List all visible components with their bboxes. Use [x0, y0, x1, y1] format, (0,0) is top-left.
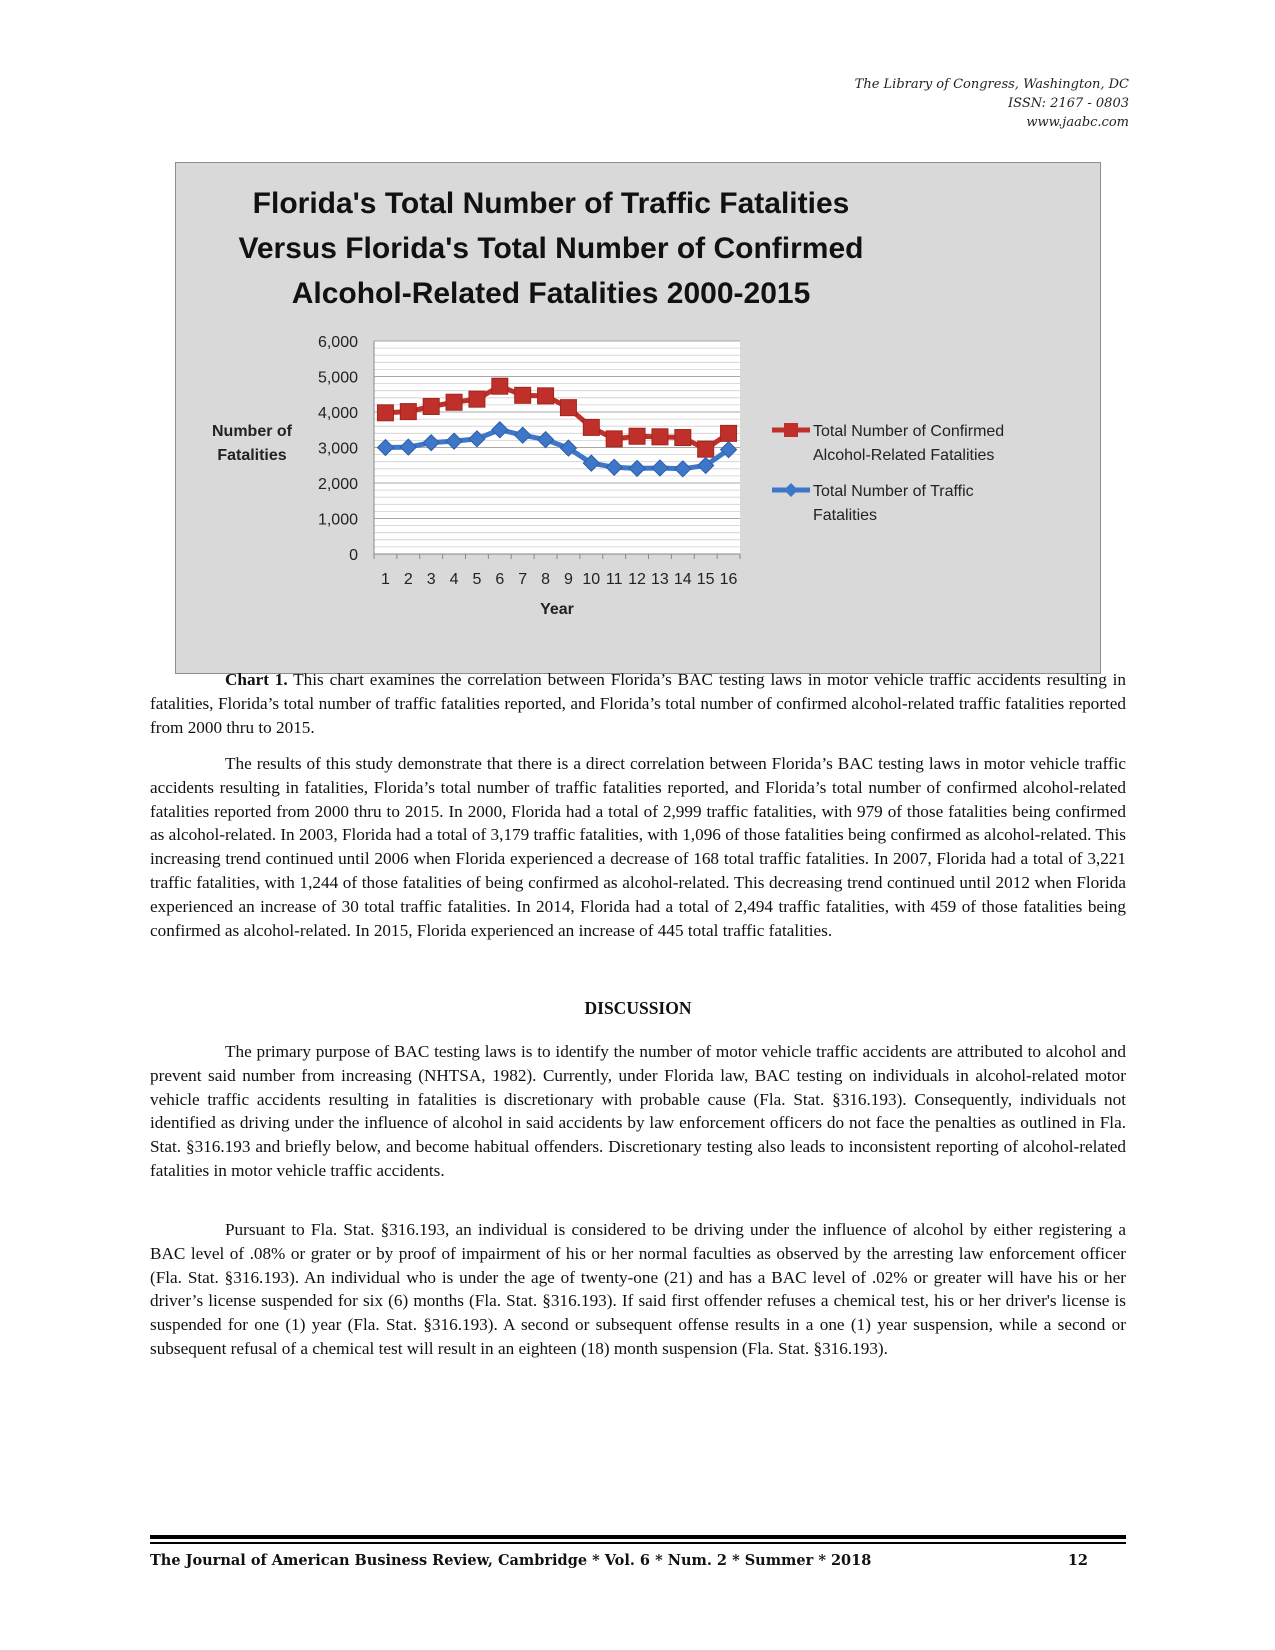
data-point-alcohol [721, 425, 737, 441]
data-point-alcohol [492, 378, 508, 394]
data-point-alcohol [538, 388, 554, 404]
chart-container [175, 162, 1101, 674]
data-point-alcohol [698, 441, 714, 457]
header-line-3: www.jaabc.com [1026, 115, 1129, 130]
data-point-alcohol [675, 430, 691, 446]
data-point-alcohol [400, 404, 416, 420]
x-axis-title: Year [540, 601, 574, 618]
data-point-alcohol [629, 428, 645, 444]
data-point-alcohol [423, 398, 439, 414]
header-line-2: ISSN: 2167 - 0803 [1008, 96, 1129, 111]
y-axis-title: Fatalities [217, 447, 287, 464]
data-point-alcohol [583, 419, 599, 435]
x-tick-label: 9 [563, 571, 573, 588]
x-tick-label: 14 [673, 571, 692, 588]
x-tick-label: 11 [605, 571, 623, 588]
journal-header [855, 75, 1129, 132]
y-tick-label: 0 [349, 547, 358, 564]
footer-text: The Journal of American Business Review, Cambridge * Vol. 6 * Num. 2 * Summer * 2018 [150, 1552, 872, 1569]
legend-label: Alcohol-Related Fatalities [813, 447, 995, 464]
legend-label: Fatalities [813, 507, 878, 524]
data-point-alcohol [377, 405, 393, 421]
y-axis-title: Number of [212, 423, 292, 440]
discussion-paragraph-2: Pursuant to Fla. Stat. §316.193, an individual is considered to be driving under the influence of alcohol by either registering a BAC level of .08% or grater or by proof of impairment of his or her normal faculties as observed by the arresting law enforcement officer (Fla. Stat. §316.193). An individual who is under the age of twenty-one (21) and has a BAC level of .02% or greater will have his or her driver’s license suspended for six (6) months (Fla. Stat. §316.193). If said first offender refuses a chemical test, his or her driver's license is suspended for one (1) year (Fla. Stat. §316.193). A second or subsequent offense results in a one (1) year suspension, while a second or subsequent refusal of a chemical test will result in an eighteen (18) month suspension (Fla. Stat. §316.193). [150, 1220, 1126, 1358]
caption-label: Chart 1. [225, 670, 288, 689]
page-number: 12 [1067, 1552, 1088, 1569]
chart-title-line-3: Alcohol-Related Fatalities 2000-2015 [291, 277, 811, 310]
y-tick-label: 2,000 [317, 476, 358, 493]
y-tick-label: 6,000 [317, 334, 358, 351]
chart-title-line-1: Florida's Total Number of Traffic Fatalities [252, 187, 850, 220]
line-chart [176, 163, 1102, 675]
chart-title-line-2: Versus Florida's Total Number of Confirmed [238, 232, 864, 265]
data-point-alcohol [446, 394, 462, 410]
data-point-alcohol [606, 431, 622, 447]
y-tick-label: 3,000 [317, 440, 358, 458]
x-tick-label: 7 [518, 571, 528, 588]
discussion-heading: DISCUSSION [584, 998, 692, 1018]
legend-marker-diamond [784, 483, 798, 497]
x-tick-label: 12 [628, 571, 646, 588]
x-tick-label: 2 [403, 571, 413, 588]
header-line-1: The Library of Congress, Washington, DC [854, 77, 1129, 92]
discussion-paragraph-1: The primary purpose of BAC testing laws is to identify the number of motor vehicle traffic accidents are attributed to alcohol and prevent said number from increasing (NHTSA, 1982). Currently, under Florida law, BAC testing on individuals in alcohol-related motor vehicle traffic accidents resulting in fatalities is discretionary with probable cause (Fla. Stat. §316.193). Consequently, individuals not identified as driving under the influence of alcohol in said accidents by law enforcement officers do not face the penalties as outlined in Fla. Stat. §316.193 and briefly below, and become habitual offenders. Discretionary testing also leads to inconsistent reporting of alcohol-related fatalities in motor vehicle traffic accidents. [150, 1042, 1126, 1180]
x-tick-label: 10 [582, 571, 601, 588]
journal-footer [150, 1552, 1126, 1569]
x-tick-label: 6 [495, 571, 505, 588]
x-tick-label: 5 [472, 571, 482, 588]
x-tick-label: 15 [696, 571, 715, 588]
x-tick-label: 16 [719, 571, 738, 588]
data-point-alcohol [469, 391, 485, 407]
legend-label: Total Number of Traffic [813, 483, 974, 500]
legend-label: Total Number of Confirmed [813, 423, 1005, 440]
x-tick-label: 1 [380, 571, 390, 588]
x-tick-label: 4 [449, 571, 459, 588]
x-tick-label: 3 [426, 571, 436, 588]
footer-rule-thin [150, 1542, 1126, 1544]
y-tick-label: 4,000 [317, 405, 358, 422]
results-paragraph: The results of this study demonstrate that there is a direct correlation between Florida’s BAC testing laws in motor vehicle traffic accidents resulting in fatalities, Florida’s total number of traffic fatalities reported, and Florida’s total number of confirmed alcohol-related fatalities reported from 2000 thru to 2015. In 2000, Florida had a total of 2,999 traffic fatalities, with 979 of those fatalities being confirmed as alcohol-related. In 2003, Florida had a total of 3,179 traffic fatalities, with 1,096 of those fatalities being confirmed as alcohol-related. This increasing trend continued until 2006 when Florida experienced a decrease of 168 total traffic fatalities. In 2007, Florida had a total of 3,221 traffic fatalities, with 1,244 of those fatalities of being confirmed as alcohol-related. This decreasing trend continued until 2012 when Florida experienced an increase of 30 total traffic fatalities. In 2014, Florida had a total of 2,494 traffic fatalities, with 459 of those fatalities being confirmed as alcohol-related. In 2015, Florida experienced an increase of 445 total traffic fatalities. [150, 754, 1126, 940]
caption-text: This chart examines the correlation between Florida’s BAC testing laws in motor vehicle traffic accidents resulting in fatalities, Florida’s total number of traffic fatalities reported, and Florida’s total number of confirmed alcohol-related traffic fatalities reported from 2000 thru to 2015. [150, 670, 1126, 737]
y-tick-label: 5,000 [317, 369, 358, 387]
x-tick-label: 13 [651, 571, 669, 588]
x-tick-label: 8 [541, 571, 551, 588]
data-point-alcohol [560, 400, 576, 416]
y-tick-label: 1,000 [317, 511, 358, 529]
footer-rule-thick [150, 1535, 1126, 1539]
data-point-alcohol [652, 429, 668, 445]
legend-marker-square [784, 423, 798, 437]
chart-caption [150, 668, 1126, 739]
data-point-alcohol [515, 387, 531, 403]
